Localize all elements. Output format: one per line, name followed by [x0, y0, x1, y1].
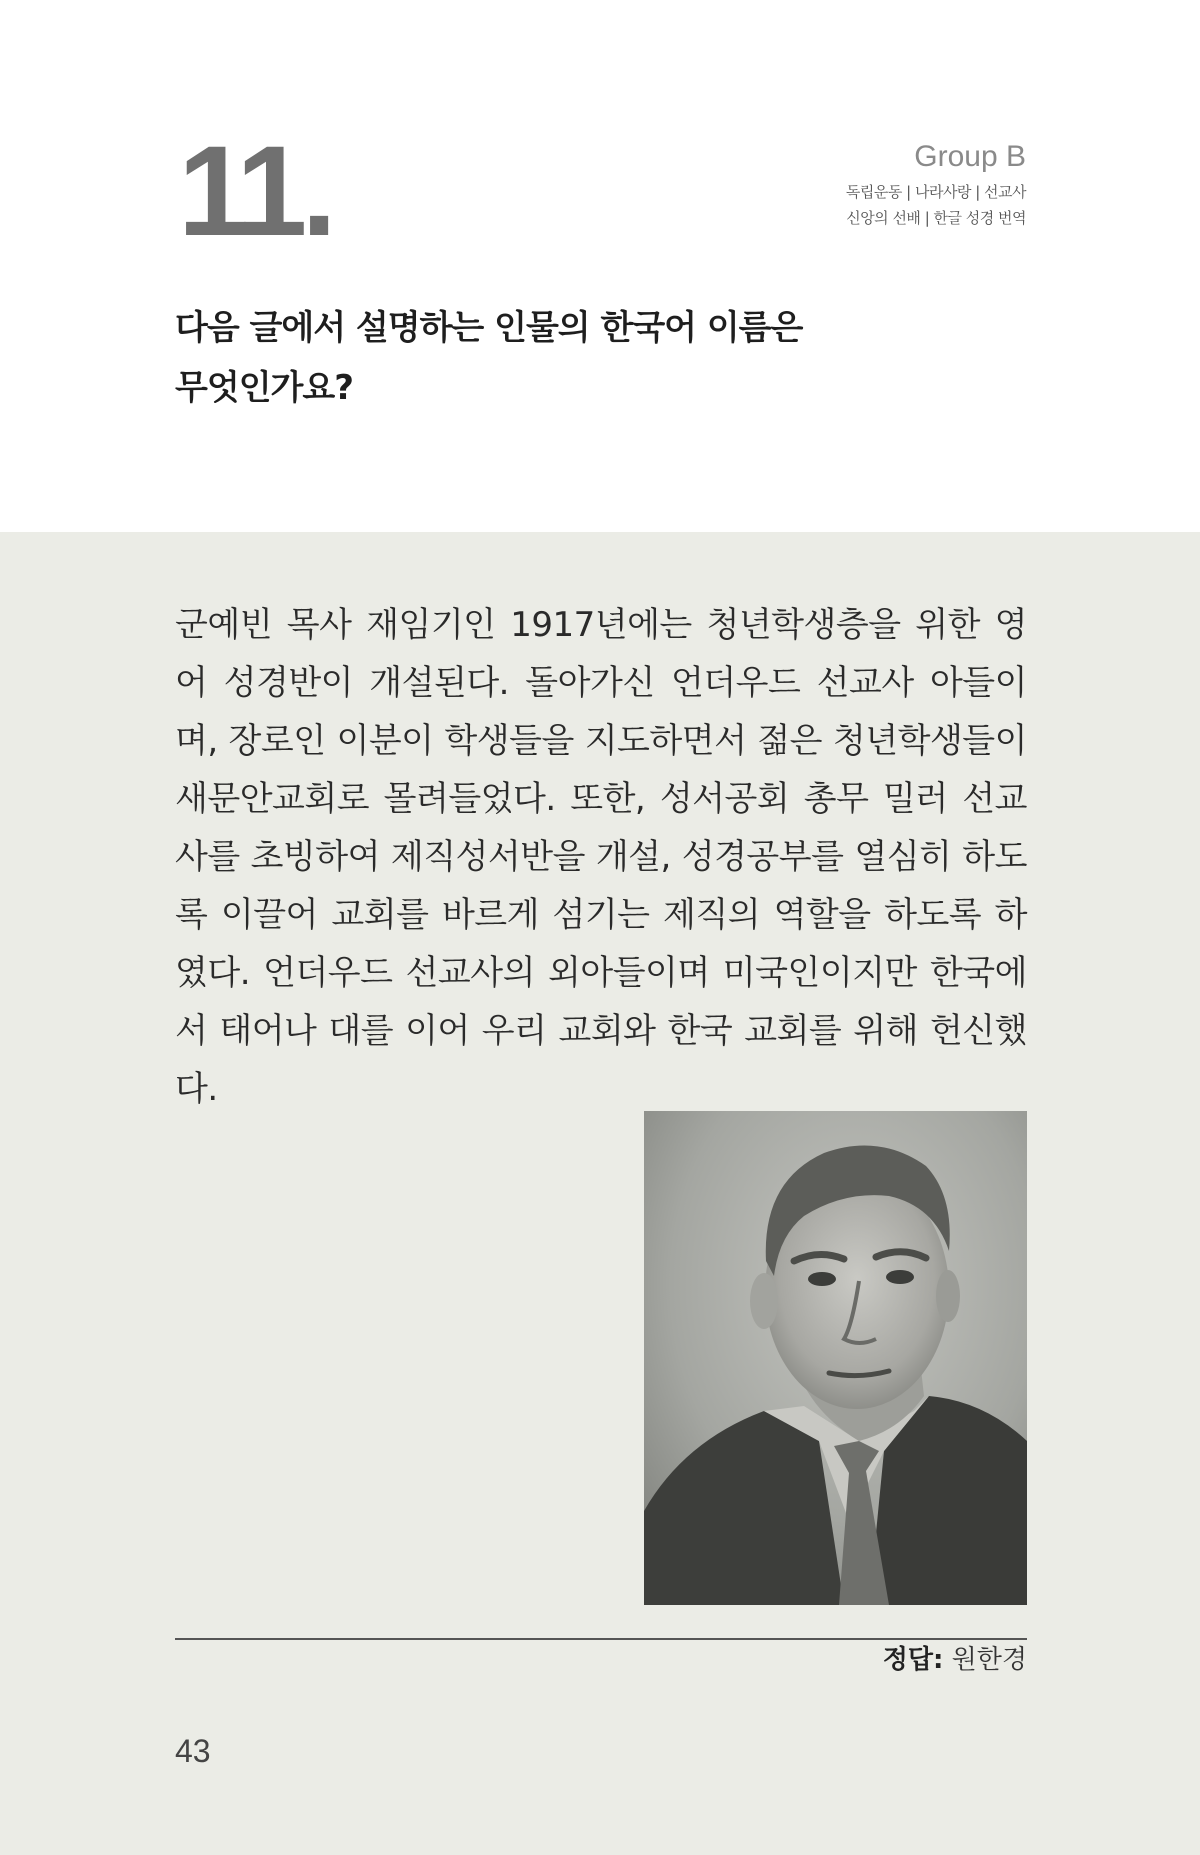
answer-label: 정답: [882, 1645, 944, 1675]
portrait-photo [644, 1111, 1027, 1605]
group-title: Group B [914, 140, 1026, 173]
group-info [626, 140, 1026, 231]
page-number: 43 [175, 1733, 211, 1769]
question-line2: 무엇인가요? [175, 368, 353, 408]
group-tags-line2: 신앙의 선배 | 한글 성경 번역 [846, 209, 1026, 227]
question-line1: 다음 글에서 설명하는 인물의 한국어 이름은 [175, 308, 803, 348]
group-tags [626, 179, 1026, 231]
passage-text: 군예빈 목사 재임기인 1917년에는 청년학생층을 위한 영어 성경반이 개설된다. 돌아가신 언더우드 선교사 아들이며, 장로인 이분이 학생들을 지도하면서 젊은 청년학생들이 새문안교회로 몰려들었다. 또한, 성서공회 총무 밀러 선교사를 초빙하여 제직성서반을 개설, 성경공부를 열심히 하도록 이끌어 교회를 바르게 섬기는 제직의 역할을 하도록 하였다. 언더우드 선교사의 외아들이며 미국인이지만 한국에서 태어나 대를 이어 우리 교회와 한국 교회를 위해 헌신했다. [175, 605, 1027, 1109]
question-number: 11. [178, 120, 331, 263]
group-tags-line1: 독립운동 | 나라사랑 | 선교사 [845, 183, 1026, 201]
question-text [175, 298, 1035, 418]
answer-value: 원한경 [951, 1645, 1027, 1675]
answer [627, 1640, 1027, 1680]
header-section [0, 0, 1200, 532]
